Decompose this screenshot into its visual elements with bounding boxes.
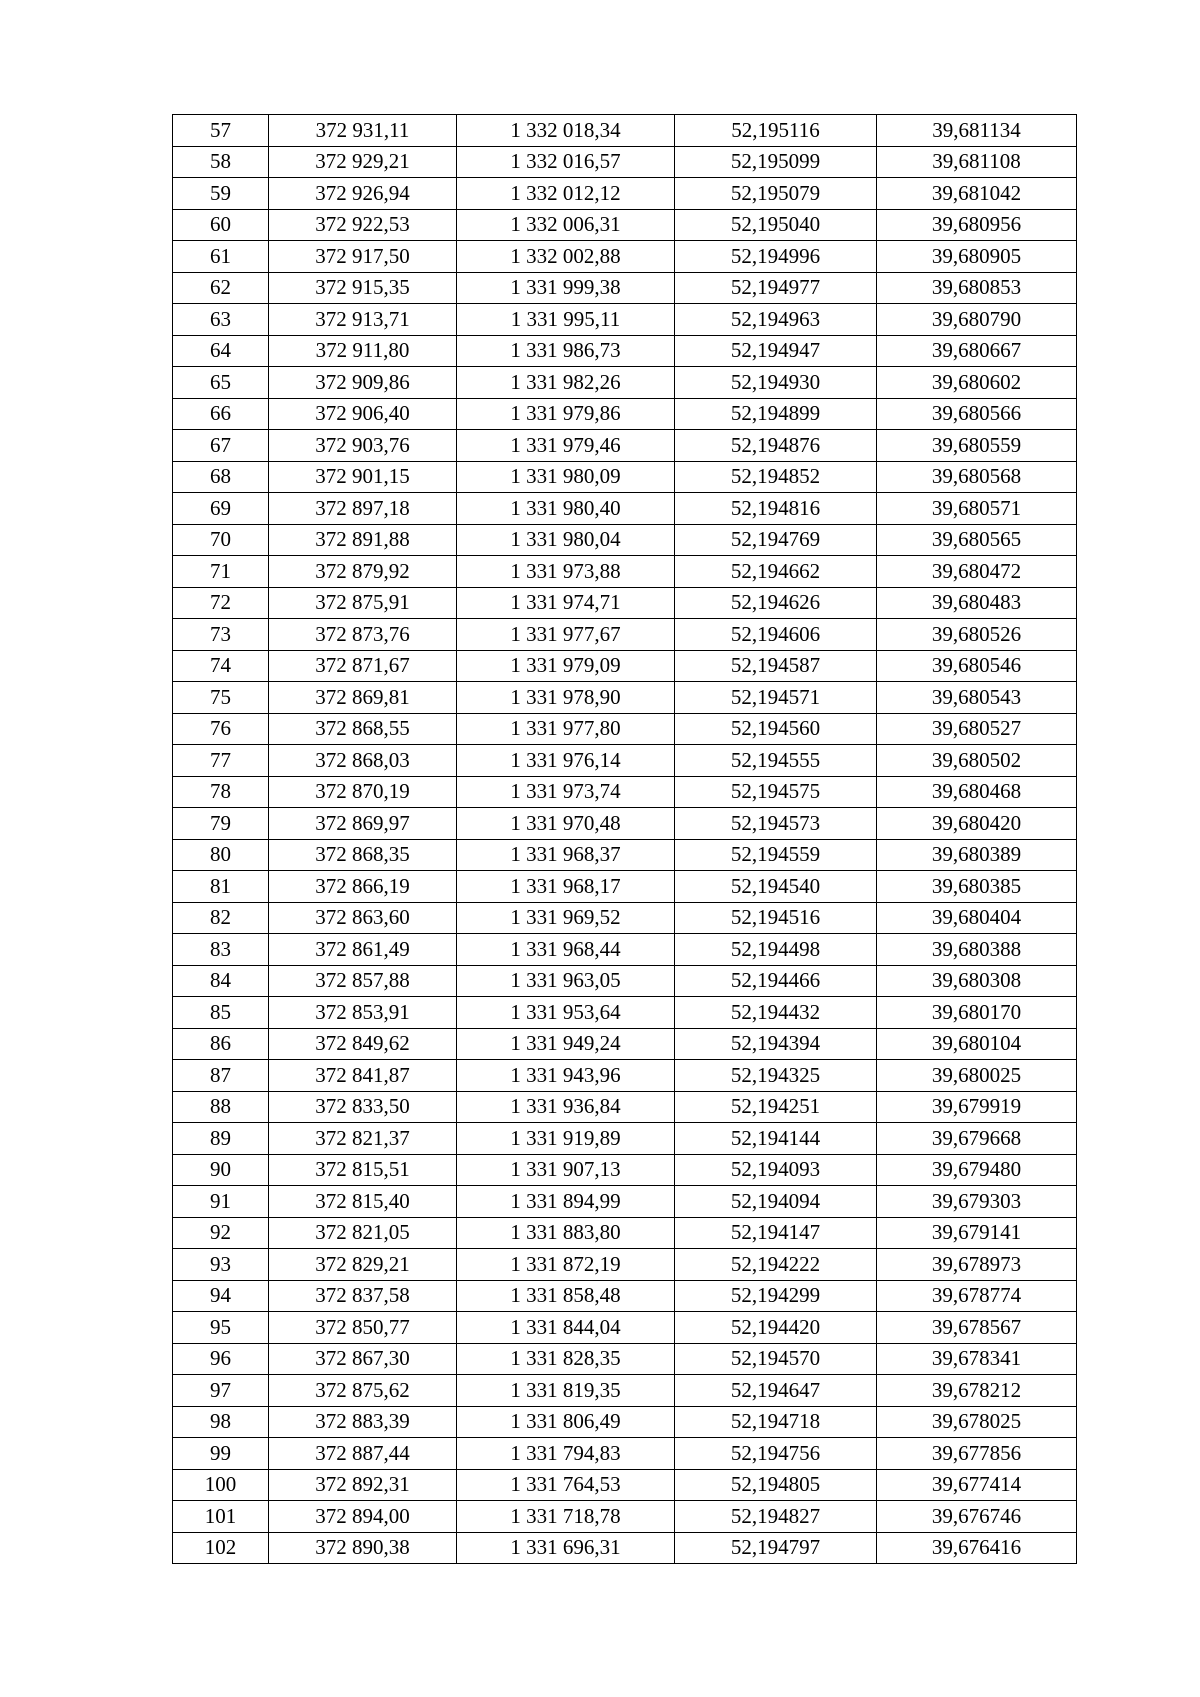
longitude-cell: 39,679919 — [877, 1091, 1077, 1123]
x-coordinate-cell: 372 887,44 — [269, 1438, 457, 1470]
latitude-cell: 52,194251 — [675, 1091, 877, 1123]
table-row — [173, 1154, 1077, 1186]
coordinates-table — [172, 114, 1077, 1564]
latitude-cell: 52,194756 — [675, 1438, 877, 1470]
point-number-cell: 67 — [173, 430, 269, 462]
table-row — [173, 934, 1077, 966]
longitude-cell: 39,680667 — [877, 335, 1077, 367]
y-coordinate-cell: 1 331 968,37 — [457, 839, 675, 871]
point-number-cell: 70 — [173, 524, 269, 556]
x-coordinate-cell: 372 870,19 — [269, 776, 457, 808]
table-row — [173, 335, 1077, 367]
x-coordinate-cell: 372 869,97 — [269, 808, 457, 840]
latitude-cell: 52,194947 — [675, 335, 877, 367]
latitude-cell: 52,194876 — [675, 430, 877, 462]
latitude-cell: 52,195116 — [675, 115, 877, 147]
longitude-cell: 39,680420 — [877, 808, 1077, 840]
latitude-cell: 52,195079 — [675, 178, 877, 210]
latitude-cell: 52,194963 — [675, 304, 877, 336]
y-coordinate-cell: 1 331 979,86 — [457, 398, 675, 430]
x-coordinate-cell: 372 850,77 — [269, 1312, 457, 1344]
longitude-cell: 39,680526 — [877, 619, 1077, 651]
x-coordinate-cell: 372 892,31 — [269, 1469, 457, 1501]
point-number-cell: 63 — [173, 304, 269, 336]
table-row — [173, 1060, 1077, 1092]
x-coordinate-cell: 372 849,62 — [269, 1028, 457, 1060]
point-number-cell: 84 — [173, 965, 269, 997]
point-number-cell: 88 — [173, 1091, 269, 1123]
table-row — [173, 871, 1077, 903]
y-coordinate-cell: 1 331 943,96 — [457, 1060, 675, 1092]
x-coordinate-cell: 372 868,03 — [269, 745, 457, 777]
point-number-cell: 57 — [173, 115, 269, 147]
point-number-cell: 89 — [173, 1123, 269, 1155]
table-row — [173, 745, 1077, 777]
table-row — [173, 304, 1077, 336]
x-coordinate-cell: 372 821,37 — [269, 1123, 457, 1155]
longitude-cell: 39,680502 — [877, 745, 1077, 777]
longitude-cell: 39,681042 — [877, 178, 1077, 210]
table-row — [173, 461, 1077, 493]
point-number-cell: 58 — [173, 146, 269, 178]
longitude-cell: 39,680170 — [877, 997, 1077, 1029]
latitude-cell: 52,194805 — [675, 1469, 877, 1501]
point-number-cell: 101 — [173, 1501, 269, 1533]
longitude-cell: 39,680527 — [877, 713, 1077, 745]
longitude-cell: 39,680956 — [877, 209, 1077, 241]
longitude-cell: 39,680905 — [877, 241, 1077, 273]
table-row — [173, 839, 1077, 871]
latitude-cell: 52,194930 — [675, 367, 877, 399]
y-coordinate-cell: 1 331 979,09 — [457, 650, 675, 682]
latitude-cell: 52,194573 — [675, 808, 877, 840]
longitude-cell: 39,680385 — [877, 871, 1077, 903]
longitude-cell: 39,680472 — [877, 556, 1077, 588]
longitude-cell: 39,676746 — [877, 1501, 1077, 1533]
y-coordinate-cell: 1 331 980,40 — [457, 493, 675, 525]
latitude-cell: 52,194093 — [675, 1154, 877, 1186]
longitude-cell: 39,678973 — [877, 1249, 1077, 1281]
x-coordinate-cell: 372 869,81 — [269, 682, 457, 714]
latitude-cell: 52,194647 — [675, 1375, 877, 1407]
point-number-cell: 73 — [173, 619, 269, 651]
table-row — [173, 1406, 1077, 1438]
latitude-cell: 52,194570 — [675, 1343, 877, 1375]
table-row — [173, 587, 1077, 619]
latitude-cell: 52,194540 — [675, 871, 877, 903]
longitude-cell: 39,680546 — [877, 650, 1077, 682]
longitude-cell: 39,680568 — [877, 461, 1077, 493]
latitude-cell: 52,194977 — [675, 272, 877, 304]
y-coordinate-cell: 1 331 986,73 — [457, 335, 675, 367]
y-coordinate-cell: 1 331 919,89 — [457, 1123, 675, 1155]
y-coordinate-cell: 1 332 002,88 — [457, 241, 675, 273]
point-number-cell: 66 — [173, 398, 269, 430]
table-row — [173, 776, 1077, 808]
table-row — [173, 902, 1077, 934]
longitude-cell: 39,677856 — [877, 1438, 1077, 1470]
x-coordinate-cell: 372 897,18 — [269, 493, 457, 525]
longitude-cell: 39,681108 — [877, 146, 1077, 178]
x-coordinate-cell: 372 853,91 — [269, 997, 457, 1029]
point-number-cell: 90 — [173, 1154, 269, 1186]
x-coordinate-cell: 372 875,62 — [269, 1375, 457, 1407]
y-coordinate-cell: 1 331 980,09 — [457, 461, 675, 493]
point-number-cell: 94 — [173, 1280, 269, 1312]
longitude-cell: 39,679668 — [877, 1123, 1077, 1155]
x-coordinate-cell: 372 931,11 — [269, 115, 457, 147]
point-number-cell: 83 — [173, 934, 269, 966]
longitude-cell: 39,681134 — [877, 115, 1077, 147]
x-coordinate-cell: 372 821,05 — [269, 1217, 457, 1249]
x-coordinate-cell: 372 868,55 — [269, 713, 457, 745]
longitude-cell: 39,678341 — [877, 1343, 1077, 1375]
y-coordinate-cell: 1 331 907,13 — [457, 1154, 675, 1186]
latitude-cell: 52,194626 — [675, 587, 877, 619]
latitude-cell: 52,194147 — [675, 1217, 877, 1249]
table-row — [173, 1249, 1077, 1281]
latitude-cell: 52,194662 — [675, 556, 877, 588]
x-coordinate-cell: 372 873,76 — [269, 619, 457, 651]
longitude-cell: 39,678212 — [877, 1375, 1077, 1407]
longitude-cell: 39,680565 — [877, 524, 1077, 556]
latitude-cell: 52,194996 — [675, 241, 877, 273]
point-number-cell: 85 — [173, 997, 269, 1029]
point-number-cell: 93 — [173, 1249, 269, 1281]
x-coordinate-cell: 372 866,19 — [269, 871, 457, 903]
point-number-cell: 62 — [173, 272, 269, 304]
table-row — [173, 524, 1077, 556]
x-coordinate-cell: 372 861,49 — [269, 934, 457, 966]
longitude-cell: 39,678774 — [877, 1280, 1077, 1312]
x-coordinate-cell: 372 867,30 — [269, 1343, 457, 1375]
y-coordinate-cell: 1 331 764,53 — [457, 1469, 675, 1501]
y-coordinate-cell: 1 332 012,12 — [457, 178, 675, 210]
y-coordinate-cell: 1 331 969,52 — [457, 902, 675, 934]
x-coordinate-cell: 372 890,38 — [269, 1532, 457, 1564]
y-coordinate-cell: 1 331 936,84 — [457, 1091, 675, 1123]
latitude-cell: 52,194899 — [675, 398, 877, 430]
table-row — [173, 1501, 1077, 1533]
y-coordinate-cell: 1 332 016,57 — [457, 146, 675, 178]
table-row — [173, 619, 1077, 651]
point-number-cell: 81 — [173, 871, 269, 903]
latitude-cell: 52,194606 — [675, 619, 877, 651]
x-coordinate-cell: 372 917,50 — [269, 241, 457, 273]
longitude-cell: 39,680308 — [877, 965, 1077, 997]
point-number-cell: 72 — [173, 587, 269, 619]
point-number-cell: 71 — [173, 556, 269, 588]
longitude-cell: 39,680559 — [877, 430, 1077, 462]
longitude-cell: 39,680388 — [877, 934, 1077, 966]
table-row — [173, 965, 1077, 997]
longitude-cell: 39,680543 — [877, 682, 1077, 714]
x-coordinate-cell: 372 926,94 — [269, 178, 457, 210]
table-row — [173, 1438, 1077, 1470]
x-coordinate-cell: 372 857,88 — [269, 965, 457, 997]
x-coordinate-cell: 372 875,91 — [269, 587, 457, 619]
latitude-cell: 52,194299 — [675, 1280, 877, 1312]
x-coordinate-cell: 372 906,40 — [269, 398, 457, 430]
y-coordinate-cell: 1 331 963,05 — [457, 965, 675, 997]
point-number-cell: 82 — [173, 902, 269, 934]
table-row — [173, 398, 1077, 430]
longitude-cell: 39,680025 — [877, 1060, 1077, 1092]
point-number-cell: 92 — [173, 1217, 269, 1249]
x-coordinate-cell: 372 841,87 — [269, 1060, 457, 1092]
x-coordinate-cell: 372 901,15 — [269, 461, 457, 493]
latitude-cell: 52,194466 — [675, 965, 877, 997]
x-coordinate-cell: 372 913,71 — [269, 304, 457, 336]
point-number-cell: 65 — [173, 367, 269, 399]
point-number-cell: 60 — [173, 209, 269, 241]
x-coordinate-cell: 372 863,60 — [269, 902, 457, 934]
table-row — [173, 430, 1077, 462]
table-row — [173, 272, 1077, 304]
y-coordinate-cell: 1 331 968,44 — [457, 934, 675, 966]
longitude-cell: 39,680790 — [877, 304, 1077, 336]
point-number-cell: 99 — [173, 1438, 269, 1470]
x-coordinate-cell: 372 894,00 — [269, 1501, 457, 1533]
point-number-cell: 79 — [173, 808, 269, 840]
table-row — [173, 1375, 1077, 1407]
table-row — [173, 241, 1077, 273]
longitude-cell: 39,679141 — [877, 1217, 1077, 1249]
x-coordinate-cell: 372 879,92 — [269, 556, 457, 588]
latitude-cell: 52,194325 — [675, 1060, 877, 1092]
y-coordinate-cell: 1 332 006,31 — [457, 209, 675, 241]
table-row — [173, 1343, 1077, 1375]
point-number-cell: 77 — [173, 745, 269, 777]
latitude-cell: 52,194432 — [675, 997, 877, 1029]
latitude-cell: 52,194827 — [675, 1501, 877, 1533]
latitude-cell: 52,194394 — [675, 1028, 877, 1060]
point-number-cell: 86 — [173, 1028, 269, 1060]
longitude-cell: 39,680468 — [877, 776, 1077, 808]
latitude-cell: 52,194816 — [675, 493, 877, 525]
y-coordinate-cell: 1 331 999,38 — [457, 272, 675, 304]
x-coordinate-cell: 372 909,86 — [269, 367, 457, 399]
table-row — [173, 1280, 1077, 1312]
latitude-cell: 52,194144 — [675, 1123, 877, 1155]
y-coordinate-cell: 1 331 718,78 — [457, 1501, 675, 1533]
x-coordinate-cell: 372 868,35 — [269, 839, 457, 871]
latitude-cell: 52,194852 — [675, 461, 877, 493]
latitude-cell: 52,194560 — [675, 713, 877, 745]
y-coordinate-cell: 1 331 883,80 — [457, 1217, 675, 1249]
latitude-cell: 52,194498 — [675, 934, 877, 966]
y-coordinate-cell: 1 331 970,48 — [457, 808, 675, 840]
latitude-cell: 52,194769 — [675, 524, 877, 556]
table-row — [173, 997, 1077, 1029]
x-coordinate-cell: 372 815,51 — [269, 1154, 457, 1186]
table-row — [173, 1091, 1077, 1123]
table-row — [173, 1312, 1077, 1344]
y-coordinate-cell: 1 331 806,49 — [457, 1406, 675, 1438]
x-coordinate-cell: 372 829,21 — [269, 1249, 457, 1281]
y-coordinate-cell: 1 331 980,04 — [457, 524, 675, 556]
table-row — [173, 367, 1077, 399]
table-row — [173, 1469, 1077, 1501]
y-coordinate-cell: 1 331 995,11 — [457, 304, 675, 336]
coordinates-table-body — [173, 115, 1077, 1564]
point-number-cell: 75 — [173, 682, 269, 714]
y-coordinate-cell: 1 331 844,04 — [457, 1312, 675, 1344]
y-coordinate-cell: 1 331 794,83 — [457, 1438, 675, 1470]
x-coordinate-cell: 372 891,88 — [269, 524, 457, 556]
longitude-cell: 39,679480 — [877, 1154, 1077, 1186]
table-row — [173, 1217, 1077, 1249]
longitude-cell: 39,680104 — [877, 1028, 1077, 1060]
point-number-cell: 76 — [173, 713, 269, 745]
point-number-cell: 78 — [173, 776, 269, 808]
x-coordinate-cell: 372 871,67 — [269, 650, 457, 682]
table-row — [173, 1532, 1077, 1564]
point-number-cell: 61 — [173, 241, 269, 273]
table-row — [173, 146, 1077, 178]
y-coordinate-cell: 1 332 018,34 — [457, 115, 675, 147]
table-row — [173, 115, 1077, 147]
table-row — [173, 1186, 1077, 1218]
x-coordinate-cell: 372 837,58 — [269, 1280, 457, 1312]
longitude-cell: 39,680389 — [877, 839, 1077, 871]
latitude-cell: 52,194555 — [675, 745, 877, 777]
y-coordinate-cell: 1 331 978,90 — [457, 682, 675, 714]
x-coordinate-cell: 372 883,39 — [269, 1406, 457, 1438]
y-coordinate-cell: 1 331 968,17 — [457, 871, 675, 903]
y-coordinate-cell: 1 331 696,31 — [457, 1532, 675, 1564]
longitude-cell: 39,680404 — [877, 902, 1077, 934]
x-coordinate-cell: 372 929,21 — [269, 146, 457, 178]
table-row — [173, 209, 1077, 241]
latitude-cell: 52,195040 — [675, 209, 877, 241]
table-row — [173, 1028, 1077, 1060]
longitude-cell: 39,680566 — [877, 398, 1077, 430]
y-coordinate-cell: 1 331 979,46 — [457, 430, 675, 462]
latitude-cell: 52,194420 — [675, 1312, 877, 1344]
table-row — [173, 556, 1077, 588]
latitude-cell: 52,194222 — [675, 1249, 877, 1281]
x-coordinate-cell: 372 903,76 — [269, 430, 457, 462]
y-coordinate-cell: 1 331 819,35 — [457, 1375, 675, 1407]
y-coordinate-cell: 1 331 894,99 — [457, 1186, 675, 1218]
point-number-cell: 64 — [173, 335, 269, 367]
longitude-cell: 39,678567 — [877, 1312, 1077, 1344]
y-coordinate-cell: 1 331 974,71 — [457, 587, 675, 619]
table-row — [173, 493, 1077, 525]
y-coordinate-cell: 1 331 977,67 — [457, 619, 675, 651]
table-row — [173, 682, 1077, 714]
y-coordinate-cell: 1 331 949,24 — [457, 1028, 675, 1060]
x-coordinate-cell: 372 911,80 — [269, 335, 457, 367]
point-number-cell: 74 — [173, 650, 269, 682]
point-number-cell: 100 — [173, 1469, 269, 1501]
latitude-cell: 52,194575 — [675, 776, 877, 808]
x-coordinate-cell: 372 922,53 — [269, 209, 457, 241]
longitude-cell: 39,679303 — [877, 1186, 1077, 1218]
point-number-cell: 102 — [173, 1532, 269, 1564]
latitude-cell: 52,194094 — [675, 1186, 877, 1218]
point-number-cell: 98 — [173, 1406, 269, 1438]
latitude-cell: 52,194797 — [675, 1532, 877, 1564]
longitude-cell: 39,678025 — [877, 1406, 1077, 1438]
latitude-cell: 52,194571 — [675, 682, 877, 714]
y-coordinate-cell: 1 331 982,26 — [457, 367, 675, 399]
latitude-cell: 52,194516 — [675, 902, 877, 934]
y-coordinate-cell: 1 331 976,14 — [457, 745, 675, 777]
point-number-cell: 97 — [173, 1375, 269, 1407]
longitude-cell: 39,680853 — [877, 272, 1077, 304]
longitude-cell: 39,680571 — [877, 493, 1077, 525]
point-number-cell: 91 — [173, 1186, 269, 1218]
longitude-cell: 39,676416 — [877, 1532, 1077, 1564]
longitude-cell: 39,680483 — [877, 587, 1077, 619]
table-row — [173, 1123, 1077, 1155]
table-row — [173, 808, 1077, 840]
table-row — [173, 650, 1077, 682]
point-number-cell: 68 — [173, 461, 269, 493]
y-coordinate-cell: 1 331 828,35 — [457, 1343, 675, 1375]
y-coordinate-cell: 1 331 858,48 — [457, 1280, 675, 1312]
point-number-cell: 59 — [173, 178, 269, 210]
longitude-cell: 39,680602 — [877, 367, 1077, 399]
point-number-cell: 95 — [173, 1312, 269, 1344]
point-number-cell: 87 — [173, 1060, 269, 1092]
y-coordinate-cell: 1 331 872,19 — [457, 1249, 675, 1281]
x-coordinate-cell: 372 915,35 — [269, 272, 457, 304]
latitude-cell: 52,194587 — [675, 650, 877, 682]
latitude-cell: 52,195099 — [675, 146, 877, 178]
point-number-cell: 80 — [173, 839, 269, 871]
latitude-cell: 52,194718 — [675, 1406, 877, 1438]
table-row — [173, 713, 1077, 745]
table-row — [173, 178, 1077, 210]
latitude-cell: 52,194559 — [675, 839, 877, 871]
x-coordinate-cell: 372 833,50 — [269, 1091, 457, 1123]
longitude-cell: 39,677414 — [877, 1469, 1077, 1501]
point-number-cell: 69 — [173, 493, 269, 525]
y-coordinate-cell: 1 331 973,88 — [457, 556, 675, 588]
y-coordinate-cell: 1 331 973,74 — [457, 776, 675, 808]
y-coordinate-cell: 1 331 953,64 — [457, 997, 675, 1029]
x-coordinate-cell: 372 815,40 — [269, 1186, 457, 1218]
y-coordinate-cell: 1 331 977,80 — [457, 713, 675, 745]
point-number-cell: 96 — [173, 1343, 269, 1375]
